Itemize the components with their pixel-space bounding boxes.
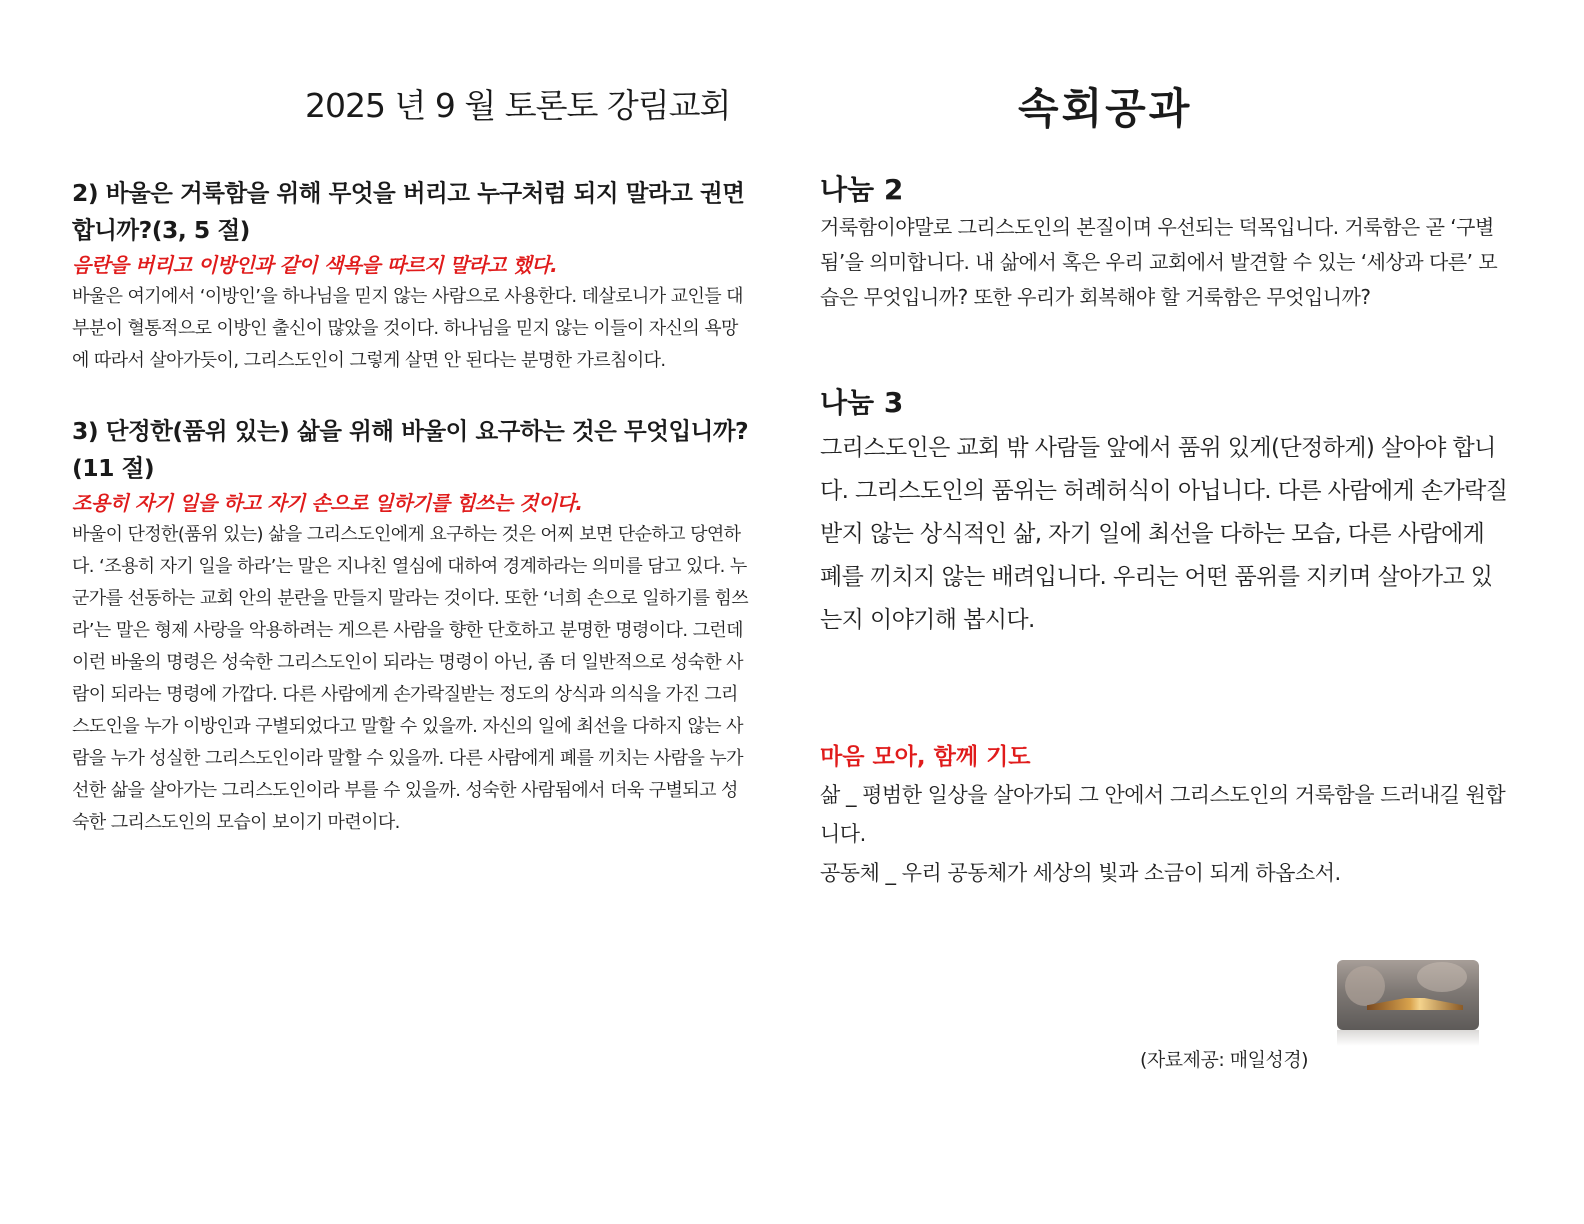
source-credit: (자료제공: 매일성경) [1140, 1049, 1309, 1071]
document-title: 2025 년 9 월 토론토 강림교회 [305, 86, 731, 125]
photo-reflection [1337, 1030, 1479, 1046]
prayer-life: 삶 _ 평범한 일상을 살아가되 그 안에서 그리스도인의 거룩함을 드러내길 원합니다. [820, 783, 1506, 846]
page-header [0, 0, 1584, 150]
left-column [72, 175, 752, 839]
question-2-block [72, 175, 752, 377]
question-3: 3) 단정한(품위 있는) 삶을 위해 바울이 요구하는 것은 무엇입니까?(11 절) [72, 417, 749, 482]
explanation-3: 바울이 단정한(품위 있는) 삶을 그리스도인에게 요구하는 것은 어찌 보면 단순하고 당연하다. ‘조용히 자기 일을 하라’는 말은 지나친 열심에 대하여 경계하라는 의미를 담고 있다. 누군가를 선동하는 교회 안의 분란을 만들지 말라는 것이다. 또한 ‘너희 손으로 일하기를 힘쓰라’는 말은 형제 사랑을 악용하려는 게으른 사람을 향한 단호하고 분명한 명령이다. 그런데 이런 바울의 명령은 성숙한 그리스도인이 되라는 명령이 아닌, 좀 더 일반적으로 성숙한 사람이 되라는 명령에 가깝다. 다른 사람에게 손가락질받는 정도의 상식과 의식을 가진 그리스도인을 누가 이방인과 구별되었다고 말할 수 있을까. 자신의 일에 최선을 다하지 않는 사람을 누가 성실한 그리스도인이라 말할 수 있을까. 다른 사람에게 폐를 끼치는 사람을 누가 선한 삶을 살아가는 그리스도인이라 부를 수 있을까. 성숙한 사람됨에서 더욱 구별되고 성숙한 그리스도인의 모습이 보이기 마련이다. [72, 524, 749, 833]
share-3-heading: 나눔 3 [820, 386, 904, 419]
share-3-block [820, 383, 1510, 642]
share-2-body: 거룩함이야말로 그리스도인의 본질이며 우선되는 덕목입니다. 거룩함은 곧 ‘구별됨’을 의미합니다. 내 삶에서 혹은 우리 교회에서 발견할 수 있는 ‘세상과 다른’ 모습은 무엇입니까? 또한 우리가 회복해야 할 거룩함은 무엇입니까? [820, 215, 1498, 309]
prayer-title: 마음 모아, 함께 기도 [820, 744, 1031, 770]
question-2: 2) 바울은 거룩함을 위해 무엇을 버리고 누구처럼 되지 말라고 권면합니까?(3, 5 절) [72, 179, 745, 244]
share-2-block [820, 170, 1510, 315]
right-column [820, 170, 1510, 893]
prayer-block [820, 738, 1510, 893]
prayer-community: 공동체 _ 우리 공동체가 세상의 빛과 소금이 되게 하옵소서. [820, 861, 1341, 885]
share-2-heading: 나눔 2 [820, 173, 904, 206]
open-bible-photo-icon [1337, 960, 1479, 1030]
answer-3: 조용히 자기 일을 하고 자기 손으로 일하기를 힘쓰는 것이다. [72, 491, 583, 515]
question-3-block [72, 413, 752, 839]
section-title: 속회공과 [1018, 84, 1193, 133]
share-3-body: 그리스도인은 교회 밖 사람들 앞에서 품위 있게(단정하게) 살아야 합니다. 그리스도인의 품위는 허례허식이 아닙니다. 다른 사람에게 손가락질 받지 않는 상식적인 삶, 자기 일에 최선을 다하는 모습, 다른 사람에게 폐를 끼치지 않는 배려입니다. 우리는 어떤 품위를 지키며 살아가고 있는지 이야기해 봅시다. [820, 435, 1508, 633]
answer-2: 음란을 버리고 이방인과 같이 색욕을 따르지 말라고 했다. [72, 253, 558, 277]
explanation-2: 바울은 여기에서 ‘이방인’을 하나님을 믿지 않는 사람으로 사용한다. 데살로니가 교인들 대부분이 혈통적으로 이방인 출신이 많았을 것이다. 하나님을 믿지 않는 이들이 자신의 욕망에 따라서 살아가듯이, 그리스도인이 그렇게 살면 안 된다는 분명한 가르침이다. [72, 286, 743, 371]
